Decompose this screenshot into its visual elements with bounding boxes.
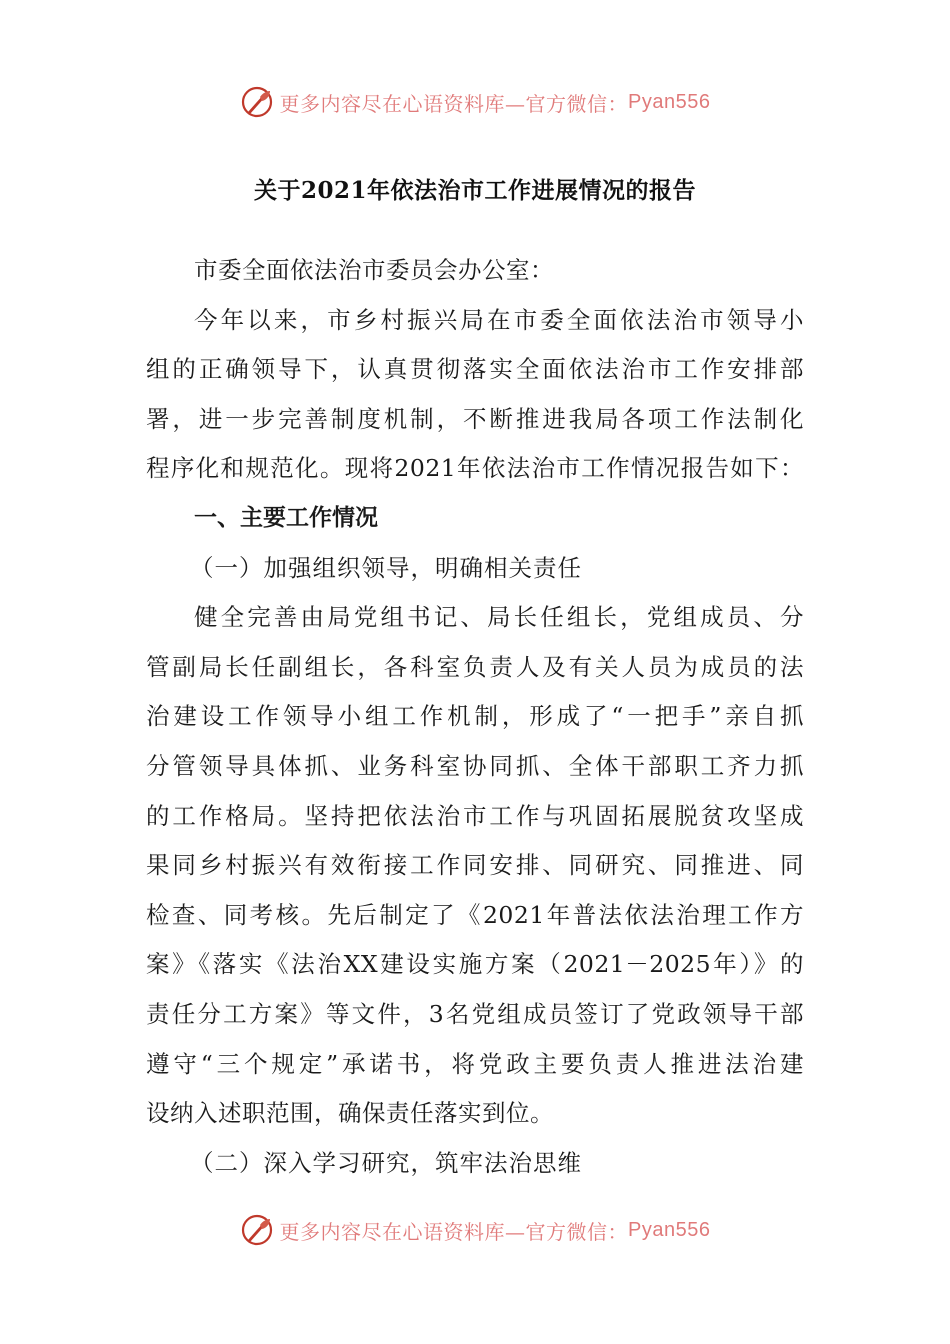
subsection-heading-2: （二）深入学习研究，筑牢法治思维 — [190, 1148, 582, 1177]
watermark-wechat-id: Pyan556 — [628, 90, 711, 113]
watermark-top — [0, 82, 950, 122]
subsection-1-paragraph — [146, 593, 804, 1139]
paragraph-line: 分管领导具体抓、业务科室协同抓、全体干部职工齐力抓 — [146, 751, 804, 780]
salutation: 市委全面依法治市委员会办公室： — [194, 256, 554, 284]
paragraph-line: 组的正确领导下，认真贯彻落实全面依法治市工作安排部 — [146, 355, 804, 384]
watermark-wechat-id: Pyan556 — [628, 1218, 711, 1241]
paragraph-line: 程序化和规范化。现将2021年依法治市工作情况报告如下： — [146, 454, 804, 483]
paragraph-line: 今年以来，市乡村振兴局在市委全面依法治市领导小 — [194, 305, 804, 334]
paragraph-line: 果同乡村振兴有效衔接工作同安排、同研究、同推进、同 — [146, 851, 804, 880]
paragraph-line: 案》《落实《法治XX建设实施方案（2021－2025年）》的 — [146, 950, 804, 979]
subsection-heading-1: （一）加强组织领导，明确相关责任 — [190, 553, 582, 582]
quill-logo-icon — [240, 1213, 274, 1247]
section-heading-1: 一、主要工作情况 — [194, 504, 378, 531]
watermark-bottom — [0, 1210, 950, 1250]
paragraph-line: 检查、同考核。先后制定了《2021年普法依法治理工作方 — [146, 900, 804, 929]
document-title: 关于2021年依法治市工作进展情况的报告 — [253, 177, 696, 204]
paragraph-line: 健全完善由局党组书记、局长任组长，党组成员、分 — [194, 603, 804, 632]
intro-paragraph — [146, 296, 804, 494]
paragraph-line: 治建设工作领导小组工作机制，形成了“一把手”亲自抓 — [146, 702, 804, 731]
quill-logo-icon — [240, 85, 274, 119]
watermark-text: 更多内容尽在心语资料库—官方微信： — [279, 1219, 629, 1244]
watermark-text: 更多内容尽在心语资料库—官方微信： — [279, 91, 629, 116]
paragraph-line: 管副局长任副组长，各科室负责人及有关人员为成员的法 — [146, 652, 804, 681]
document-body — [146, 246, 804, 1188]
paragraph-line: 遵守“三个规定”承诺书，将党政主要负责人推进法治建 — [146, 1049, 804, 1078]
paragraph-line: 设纳入述职范围，确保责任落实到位。 — [146, 1099, 554, 1128]
paragraph-line: 署，进一步完善制度机制，不断推进我局各项工作法制化 — [146, 404, 804, 433]
paragraph-line: 的工作格局。坚持把依法治市工作与巩固拓展脱贫攻坚成 — [146, 801, 804, 830]
paragraph-line: 责任分工方案》等文件，3名党组成员签订了党政领导干部 — [146, 999, 804, 1028]
